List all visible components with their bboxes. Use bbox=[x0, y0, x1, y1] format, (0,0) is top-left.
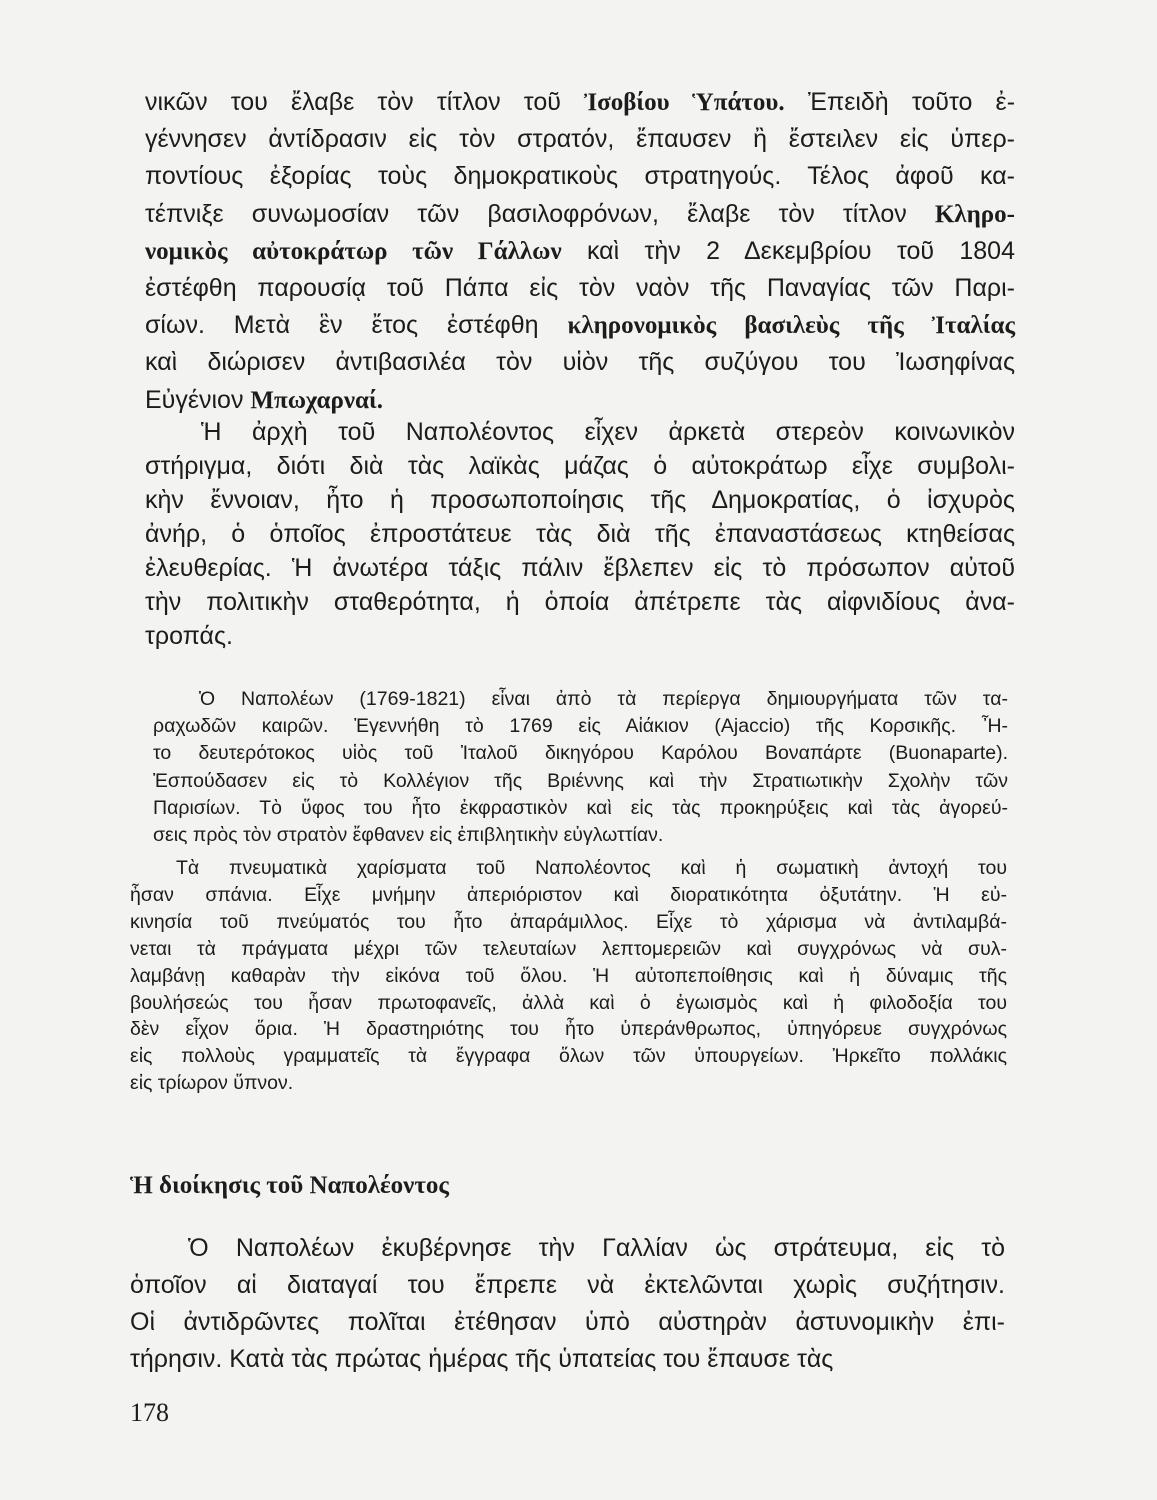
text-line bbox=[130, 990, 1007, 1017]
text-line bbox=[145, 344, 1015, 381]
text-line bbox=[130, 1341, 1005, 1378]
text-line bbox=[145, 307, 1015, 344]
text-line bbox=[145, 585, 1015, 619]
text-line bbox=[153, 795, 1008, 822]
text-run: ραχωδῶν καιρῶν. Ἐγεννήθη τὸ 1769 εἰς Αἰάκιον (Ajaccio) τῆς Κορσικῆς. Ἦ- bbox=[153, 715, 1008, 738]
text-run: ἦσαν σπάνια. Εἶχε μνήμην ἀπεριόριστον καὶ διορατικότητα ὀξυτάτην. Ἡ εὐ- bbox=[130, 883, 1007, 906]
text-run: το δευτερότοκος υἱὸς τοῦ Ἰταλοῦ δικηγόρου Καρόλου Βοναπάρτε (Buonaparte). bbox=[153, 742, 1008, 765]
text-run: στήριγμα, διότι διὰ τὰς λαϊκὰς μάζας ὁ αὐτοκράτωρ εἶχε συμβολι- bbox=[145, 452, 1015, 480]
bold-term: Ἰσοβίου Ὑπάτου. bbox=[584, 89, 785, 116]
paragraph-napoleon-power bbox=[145, 415, 1015, 653]
text-run: νικῶν του ἔλαβε τὸν τίτλον τοῦ bbox=[145, 88, 585, 116]
bold-term: κληρονομικὸς βασιλεὺς τῆς Ἰταλίας bbox=[567, 312, 1016, 340]
text-line bbox=[145, 84, 1015, 121]
bold-term: νομικὸς αὐτοκράτωρ τῶν Γάλλων bbox=[145, 237, 562, 265]
text-run: τροπάς. bbox=[145, 622, 233, 650]
text-line bbox=[145, 233, 1015, 270]
text-line bbox=[145, 196, 1015, 233]
text-run: Παρισίων. Τὸ ὕφος του ἦτο ἐκφραστικὸν καὶ εἰς τὰς προκηρύξεις καὶ τὰς ἀγορεύ- bbox=[153, 796, 1008, 819]
text-line bbox=[130, 1267, 1005, 1304]
text-run: Ὁ Ναπολέων ἐκυβέρνησε τὴν Γαλλίαν ὡς στράτευμα, εἰς τὸ bbox=[188, 1234, 1005, 1262]
paragraph-napoleon-qualities bbox=[130, 855, 1007, 1097]
text-run: τέπνιξε συνωμοσίαν τῶν βασιλοφρόνων, ἔλαβε τὸν τίτλον bbox=[145, 199, 935, 228]
text-run: Ἐσπούδασεν εἰς τὸ Κολλέγιον τῆς Βριέννης καὶ τὴν Στρατιωτικὴν Σχολὴν τῶν bbox=[153, 769, 1008, 792]
text-run: καὶ διώρισεν ἀντιβασιλέα τὸν υἱὸν τῆς συζύγου του Ἰωσηφίνας bbox=[145, 348, 1015, 377]
text-line bbox=[130, 1043, 1007, 1070]
text-line bbox=[153, 740, 1008, 767]
text-run: κὴν ἔννοιαν, ἦτο ἡ προσωποποίησις τῆς Δημοκρατίας, ὁ ἰσχυρὸς bbox=[145, 486, 1015, 514]
text-line bbox=[153, 713, 1008, 740]
text-line bbox=[145, 121, 1015, 158]
text-run: ἀνήρ, ὁ ὁποῖος ἐπροστάτευε τὰς διὰ τῆς ἐπαναστάσεως κτηθείσας bbox=[145, 520, 1015, 548]
bold-term: Κληρο- bbox=[934, 200, 1015, 228]
text-line bbox=[130, 882, 1007, 909]
text-line bbox=[145, 270, 1015, 307]
text-run: βουλήσεώς του ἦσαν πρωτοφανεῖς, ἀλλὰ καὶ ὁ ἐγωισμὸς καὶ ἡ φιλοδοξία του bbox=[130, 991, 1007, 1014]
text-line bbox=[130, 1304, 1005, 1341]
text-run: εἰς τρίωρον ὕπνον. bbox=[130, 1072, 294, 1095]
text-run: κινησία τοῦ πνεύματός του ἦτο ἀπαράμιλλος. Εἶχε τὸ χάρισμα νὰ ἀντιλαμβά- bbox=[130, 910, 1007, 933]
bold-term: Μπωχαρναί. bbox=[250, 386, 383, 414]
text-run: ποντίους ἐξορίας τοὺς δημοκρατικοὺς στρατηγούς. Τέλος ἀφοῦ κα- bbox=[145, 162, 1015, 191]
text-line bbox=[145, 158, 1015, 195]
text-line bbox=[153, 768, 1008, 795]
text-run: τὴν πολιτικὴν σταθερότητα, ἡ ὁποία ἀπέτρεπε τὰς αἰφνιδίους ἀνα- bbox=[145, 588, 1015, 616]
text-line bbox=[130, 909, 1007, 936]
text-line bbox=[130, 1016, 1007, 1043]
text-run: λαμβάνῃ καθαρὰν τὴν εἰκόνα τοῦ ὅλου. Ἡ αὐτοπεποίθησις καὶ ἡ δύναμις τῆς bbox=[130, 964, 1007, 987]
text-run: δὲν εἶχον ὅρια. Ἡ δραστηριότης του ἦτο ὑπεράνθρωπος, ὑπηγόρευε συγχρόνως bbox=[130, 1018, 1007, 1041]
text-line bbox=[145, 382, 1015, 419]
text-line bbox=[153, 822, 1008, 849]
text-run: Ἡ ἀρχὴ τοῦ Ναπολέοντος εἶχεν ἀρκετὰ στερεὸν κοινωνικὸν bbox=[201, 418, 1015, 446]
paragraph-napoleon-administration bbox=[130, 1230, 1005, 1378]
text-run: τήρησιν. Κατὰ τὰς πρώτας ἡμέρας τῆς ὑπατείας του ἔπαυσε τὰς bbox=[130, 1345, 834, 1373]
page-number: 178 bbox=[130, 1398, 169, 1427]
text-line bbox=[130, 963, 1007, 990]
text-run: σίων. Μετὰ ἓν ἔτος ἐστέφθη bbox=[145, 311, 568, 340]
text-line bbox=[130, 855, 1007, 882]
text-line bbox=[145, 551, 1015, 585]
section-heading: Ἡ διοίκησις τοῦ Ναπολέοντος bbox=[130, 1172, 449, 1199]
text-line bbox=[130, 1230, 1005, 1267]
text-run: Οἱ ἀντιδρῶντες πολῖται ἐτέθησαν ὑπὸ αὐστηρὰν ἀστυνομικὴν ἐπι- bbox=[130, 1308, 1005, 1336]
text-line bbox=[145, 415, 1015, 449]
text-line bbox=[145, 619, 1015, 653]
text-line bbox=[153, 686, 1008, 713]
text-run: Ὁ Ναπολέων (1769-1821) εἶναι ἀπὸ τὰ περίεργα δημιουργήματα τῶν τα- bbox=[199, 688, 1008, 710]
text-line bbox=[145, 517, 1015, 551]
text-run: σεις πρὸς τὸν στρατὸν ἔφθανεν εἰς ἐπιβλητικὴν εὐγλωττίαν. bbox=[153, 824, 664, 847]
text-run: νεται τὰ πράγματα μέχρι τῶν τελευταίων λεπτομερειῶν καὶ συγχρόνως νὰ συλ- bbox=[130, 937, 1007, 960]
paragraph-continuation bbox=[145, 84, 1015, 419]
text-line bbox=[130, 1070, 1007, 1097]
text-run: Ἐπειδὴ τοῦτο ἐ- bbox=[784, 88, 1016, 116]
text-run: εἰς πολλοὺς γραμματεῖς τὰ ἔγγραφα ὅλων τῶν ὑπουργείων. Ἠρκεῖτο πολλάκις bbox=[130, 1045, 1007, 1068]
text-line bbox=[130, 936, 1007, 963]
text-run: καὶ τὴν 2 Δεκεμβρίου τοῦ 1804 bbox=[561, 236, 1015, 265]
text-line bbox=[145, 483, 1015, 517]
text-run: γέννησεν ἀντίδρασιν εἰς τὸν στρατόν, ἔπαυσεν ἢ ἔστειλεν εἰς ὑπερ- bbox=[145, 125, 1015, 154]
text-line bbox=[145, 449, 1015, 483]
text-run: Τὰ πνευματικὰ χαρίσματα τοῦ Ναπολέοντος καὶ ἡ σωματικὴ ἀντοχή του bbox=[176, 857, 1007, 879]
text-run: ἐστέφθη παρουσίᾳ τοῦ Πάπα εἰς τὸν ναὸν τῆς Παναγίας τῶν Παρι- bbox=[145, 274, 1015, 303]
text-run: ἐλευθερίας. Ἡ ἀνωτέρα τάξις πάλιν ἔβλεπεν εἰς τὸ πρόσωπον αὐτοῦ bbox=[145, 554, 1015, 582]
paragraph-napoleon-biography bbox=[153, 686, 1008, 849]
text-run: Εὐγένιον bbox=[145, 385, 251, 414]
text-run: ὁποῖον αἱ διαταγαί του ἔπρεπε νὰ ἐκτελῶνται χωρὶς συζήτησιν. bbox=[130, 1271, 1005, 1299]
